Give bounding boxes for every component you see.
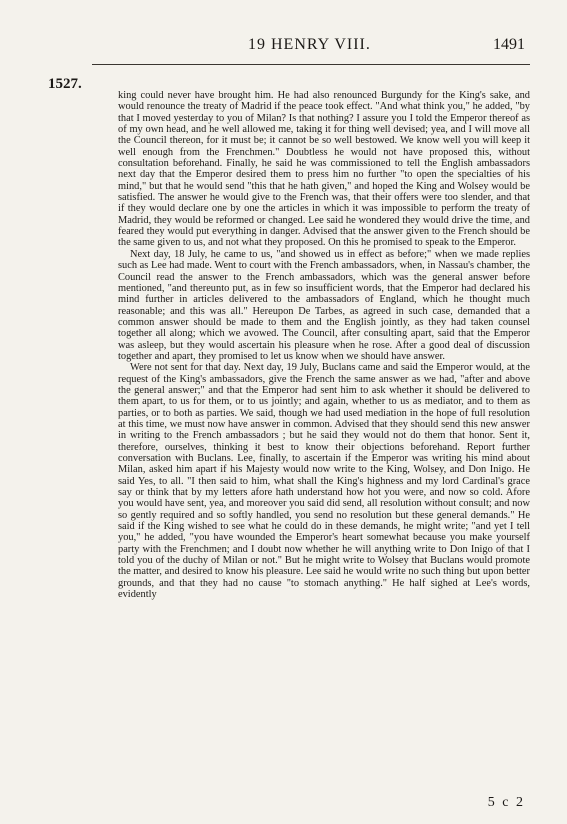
paragraph: king could never have brought him. He had also renounced Burgundy for the King's sake, and would renounce the treaty of Madrid if the peace took effect. "And what think you," he added, "by that I moved yesterday to you of Milan? Is that nothing? I assure you I told the Emperor thereof as of my own head, and he well allowed me, taking it for thing well devised; yea, and I will move all the Council thereon, for it must be; it cannot be so well bestowed. We know well you will keep it well enough from the Frenchmen." Doubtless he would not have proposed this, without consultation beforehand. Finally, he said he was commissioned to tell the English ambassadors next day that the Emperor desired them to press him no further "to open the specialties of his mind," but that he would send "this that he hath given," and hoped the King and Wolsey would be satisfied. The answer he would give to the French was, that their offers were too slender, and that if they would declare one by one the articles in which it was impossible to perform the treaty of Madrid, they would be reformed or changed. Lee said he wondered they would drive the time, and feared they would put everything in danger. Advised that the answer given to the French should be the same given to us, and not what they proposed. On this he promised to speak to the Emperor. [118,90,530,249]
signature-mark: 5 c 2 [487,795,525,810]
header-rule [92,64,530,65]
page-header [0,36,567,60]
running-head: 19 HENRY VIII. [248,36,371,53]
page-number: 1491 [493,36,525,53]
paragraph: Were not sent for that day. Next day, 19 July, Buclans came and said the Emperor would, at the request of the King's ambassadors, give the French the same answer as we had, "after and above the general answer;" and that the Emperor had sent him to ask whether it should be delivered to them apart, to us for them, or to us jointly; and again, whether to us as mediator, and to them as parties, or to both as parties. We said, though we had used mediation in the hope of full resolution at this time, we must now have answer in common. Advised that they should send this new answer in writing to the French ambassadors ; but he said they would not do them that honor. Sent it, therefore, ourselves, thinking it best to know their objections beforehand. Report further conversation with Buclans. Lee, finally, to ascertain if the Emperor was writing his mind about Milan, asked him apart if his Majesty would now write to the King, Wolsey, and Don Inigo. He said Yes, to all. "I then said to him, what shall the King's highness and my lord Cardinal's grace say or think that by my letters afore hath understand how hot you were, and now so cold. Afore you would have sent, yea, and moreover you said did send, all resolution without consult; and now so gently required and so softly handled, you send no resolution but these general demands." He said if the King wished to see what he could do in these demands, he might write; "and yet I tell you," he added, "you have wounded the Emperor's heart somewhat because you make yourself party with the Frenchmen; and I doubt now whether he will anything write to Don Inigo of that I told you of the duchy of Milan or not." But he might write to Wolsey that Buclans would promote the matter, and desired to know his pleasure. Lee said he would write no such thing but upon better grounds, and that they had no cause "to stomach anything." He half sighed at Lee's words, evidently [118,362,530,601]
margin-year: 1527. [48,76,82,92]
body-text [118,90,530,600]
paragraph: Next day, 18 July, he came to us, "and showed us in effect as before;" when we made replies such as Lee had made. Went to court with the French ambassadors, when, in Nassau's chamber, the Council read the answer to the French ambassadors, which was the general answer before mentioned, "and thereunto put, as in few so insufficient words, that the Emperor had declared his mind further in articles delivered to the ambassadors of England, which he thought much reasonable; and this was all." Hereupon De Tarbes, as agreed in such case, demanded that a common answer should be made to them and the English jointly, as they had taken counsel together all along; which we avowed. The Council, after consulting apart, said that the Emperor was asleep, but they would ascertain his pleasure when he rose. After a good deal of discussion together and apart, they promised to let us know when we should have answer. [118,248,530,362]
library-watermark [10,150,50,710]
